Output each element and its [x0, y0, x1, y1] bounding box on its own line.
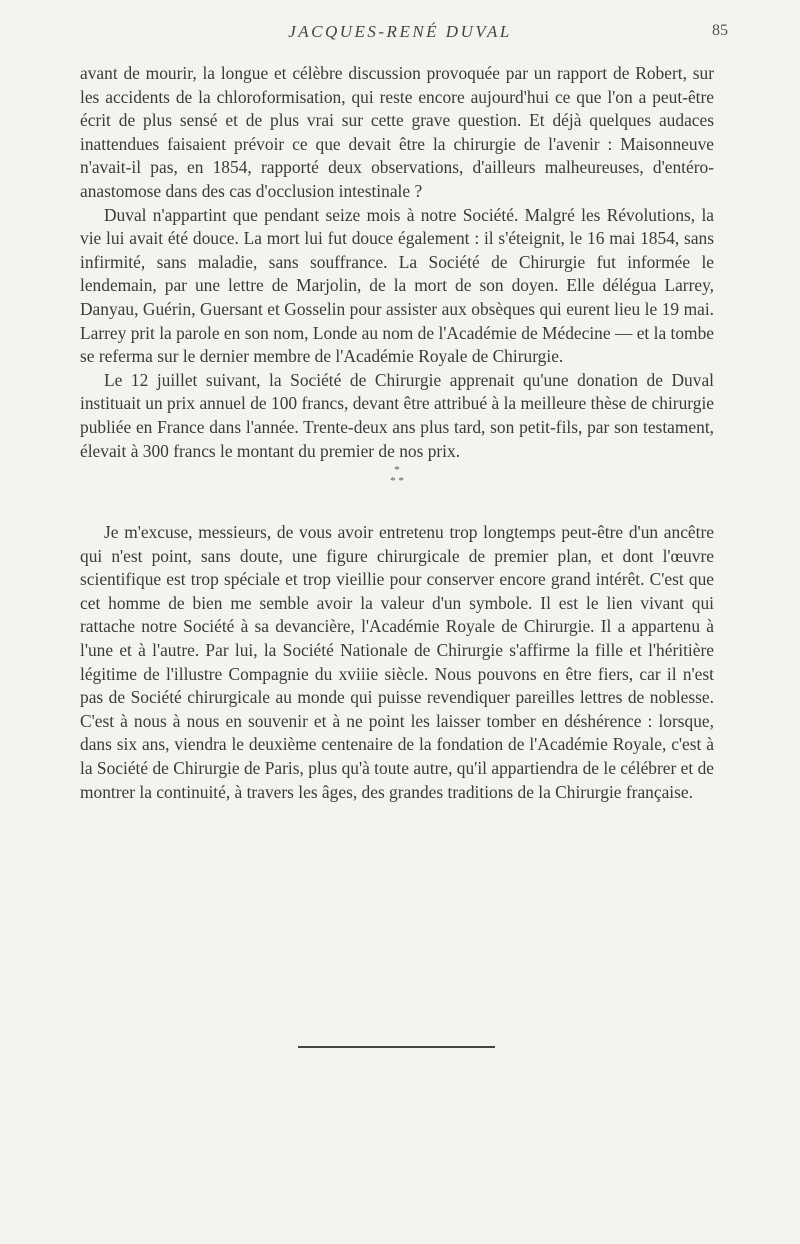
paragraph-2: Duval n'appartint que pendant seize mois à notre Société. Malgré les Révolutions, la vie lui avait été douce. La mort lui fut douce également : il s'éteignit, le 16 mai 1854, sans infirmité, sans maladie, sans souffrance. La Société de Chirurgie fut informée le lendemain, par une lettre de Marjolin, de la mort de son doyen. Elle délégua Larrey, Danyau, Guérin, Guersant et Gosselin pour assister aux obsèques qui eurent lieu le 19 mai. Larrey prit la parole en son nom, Londe au nom de l'Académie de Médecine — et la tombe se referma sur le dernier membre de l'Académie Royale de Chirurgie. [80, 204, 714, 367]
paragraph-1: avant de mourir, la longue et célèbre discussion provoquée par un rapport de Robert, sur les accidents de la chloroformisation, qui reste encore aujourd'hui ce que l'on a peut-être écrit de plus sensé et de plus vrai sur cette grave question. Et déjà quelques audaces inattendues faisaient prévoir ce que devait être la chirurgie de l'avenir : Maisonneuve n'avait-il pas, en 1854, rapporté deux observations, d'ailleurs malheureuses, d'entéro-anastomose dans des cas d'occlusion intestinale ? [80, 63, 714, 201]
body-text [80, 62, 714, 804]
page-number: 85 [712, 22, 728, 39]
asterism-bottom: * * [390, 475, 404, 488]
paragraph-4: Je m'excuse, messieurs, de vous avoir entretenu trop longtemps peut-être d'un ancêtre qui n'est point, sans doute, une figure chirurgicale de premier plan, et dont l'œuvre scientifique est trop spéciale et trop vieillie pour conserver encore grand intérêt. C'est que cet homme de bien me semble avoir la valeur d'un symbole. Il est le lien vivant qui rattache notre Société à sa devancière, l'Académie Royale de Chirurgie. Il a appartenu à l'une et à l'autre. Par lui, la Société Nationale de Chirurgie s'affirme la fille et l'héritière légitime de l'illustre Compagnie du xviiie siècle. Nous pouvons en être fiers, car il n'est pas de Société chirurgicale au monde qui puisse revendiquer pareilles lettres de noblesse. C'est à nous à nous en souvenir et à ne point les laisser tomber en déshérence : lorsque, dans six ans, viendra le deuxième centenaire de la fondation de l'Académie Royale, c'est à la Société de Chirurgie de Paris, plus qu'à toute autre, qu'il appartiendra de le célébrer et de montrer la continuité, à travers les âges, des grandes traditions de la Chirurgie française. [80, 522, 714, 802]
running-title: JACQUES-RENÉ DUVAL [288, 22, 512, 41]
asterism-top: * [394, 464, 400, 477]
paragraph-3: Le 12 juillet suivant, la Société de Chirurgie apprenait qu'une donation de Duval instituait un prix annuel de 100 francs, devant être attribué à la meilleure thèse de chirurgie publiée en France dans l'année. Trente-deux ans plus tard, son petit-fils, par son testament, élevait à 300 francs le montant du premier de nos prix. [80, 369, 714, 461]
closing-rule [298, 1046, 495, 1048]
running-head [80, 22, 728, 48]
section-asterism [80, 465, 714, 487]
